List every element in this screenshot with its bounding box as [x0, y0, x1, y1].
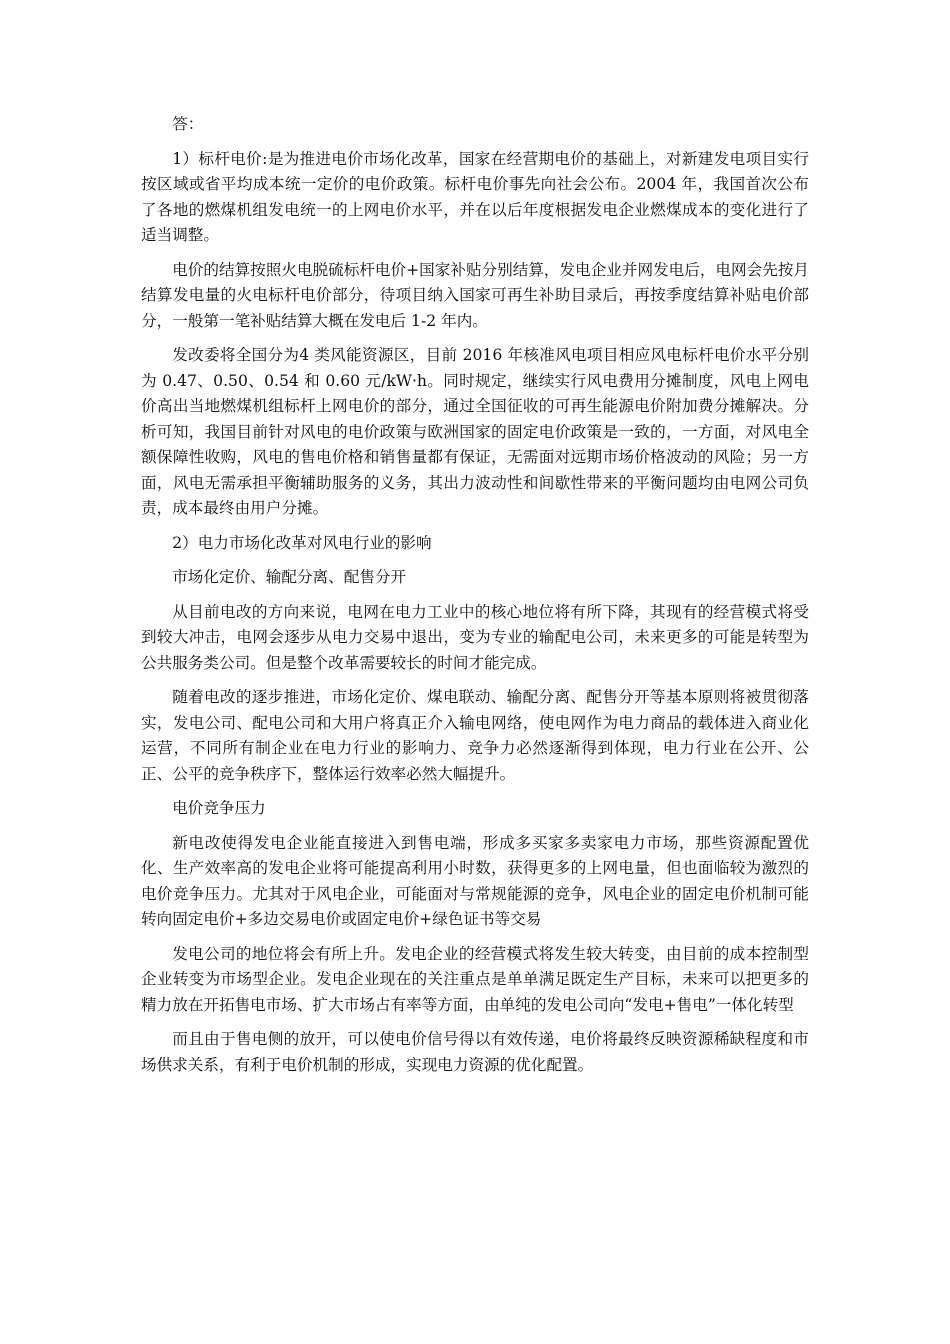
subheading-market-pricing: 市场化定价、输配分离、配售分开	[172, 568, 407, 586]
answer-label: 答：	[172, 115, 204, 133]
paragraph-wind-resource-zones: 发改委将全国分为4 类风能资源区，目前 2016 年核准风电项目相应风电标杆电价水平分别为 0.47、0.50、0.54 和 0.60 元/kW·h。同时规定，继续实行风电费用分摊制度，风电上网电价高出当地燃煤机组标杆上网电价的部分，通过全国征收的可再生能源电价附加费分摊解决。分析可知，我国目前针对风电的电价政策与欧洲国家的固定电价政策是一致的，一方面，对风电全额保障性收购，风电的售电价格和销售量都有保证，无需面对远期市场价格波动的风险；另一方面，风电无需承担平衡辅助服务的义务，其出力波动性和间歇性带来的平衡问题均由电网公司负责，成本最终由用户分摊。	[141, 346, 809, 517]
section-heading-market-reform: 2）电力市场化改革对风电行业的影响	[172, 533, 432, 552]
paragraph-benchmark-price: 1）标杆电价:是为推进电价市场化改革，国家在经营期电价的基础上，对新建发电项目实行按区域或省平均成本统一定价的电价政策。标杆电价事先向社会公布。2004 年，我国首次公布了各地的燃煤机组发电统一的上网电价水平，并在以后年度根据发电企业燃煤成本的变化进行了适当调整。	[141, 149, 809, 244]
paragraph-settlement: 电价的结算按照火电脱硫标杆电价+国家补贴分别结算，发电企业并网发电后，电网会先按月结算发电量的火电标杆电价部分，待项目纳入国家可再生补助目录后，再按季度结算补贴电价部分，一般第一笔补贴结算大概在发电后 1-2 年内。	[141, 260, 810, 330]
paragraph-reform-progress: 随着电改的逐步推进，市场化定价、煤电联动、输配分离、配售分开等基本原则将被贯彻落实，发电公司、配电公司和大用户将真正介入输电网络，使电网作为电力商品的载体进入商业化运营，不同所有制企业在电力行业的影响力、竞争力必然逐渐得到体现，电力行业在公开、公正、公平的竞争秩序下，整体运行效率必然大幅提升。	[141, 688, 809, 783]
document-body	[141, 112, 809, 1087]
subheading-price-competition: 电价竞争压力	[172, 799, 266, 817]
paragraph-retail-opening: 而且由于售电侧的放开，可以使电价信号得以有效传递，电价将最终反映资源稀缺程度和市场供求关系，有利于电价机制的形成，实现电力资源的优化配置。	[141, 1030, 809, 1074]
paragraph-grid-role: 从目前电改的方向来说，电网在电力工业中的核心地位将有所下降，其现有的经营模式将受到较大冲击，电网会逐步从电力交易中退出，变为专业的输配电公司，未来更多的可能是转型为公共服务类公司。但是整个改革需要较长的时间才能完成。	[141, 602, 809, 672]
paragraph-new-reform: 新电改使得发电企业能直接进入到售电端，形成多买家多卖家电力市场，那些资源配置优化、生产效率高的发电企业将可能提高利用小时数，获得更多的上网电量，但也面临较为激烈的电价竞争压力。尤其对于风电企业，可能面对与常规能源的竞争，风电企业的固定电价机制可能转向固定电价+多边交易电价或固定电价+绿色证书等交易	[141, 833, 809, 928]
paragraph-generator-status: 发电公司的地位将会有所上升。发电企业的经营模式将发生较大转变，由目前的成本控制型企业转变为市场型企业。发电企业现在的关注重点是单单满足既定生产目标，未来可以把更多的精力放在开拓售电市场、扩大市场占有率等方面，由单纯的发电公司向“发电+售电”一体化转型	[141, 944, 809, 1014]
